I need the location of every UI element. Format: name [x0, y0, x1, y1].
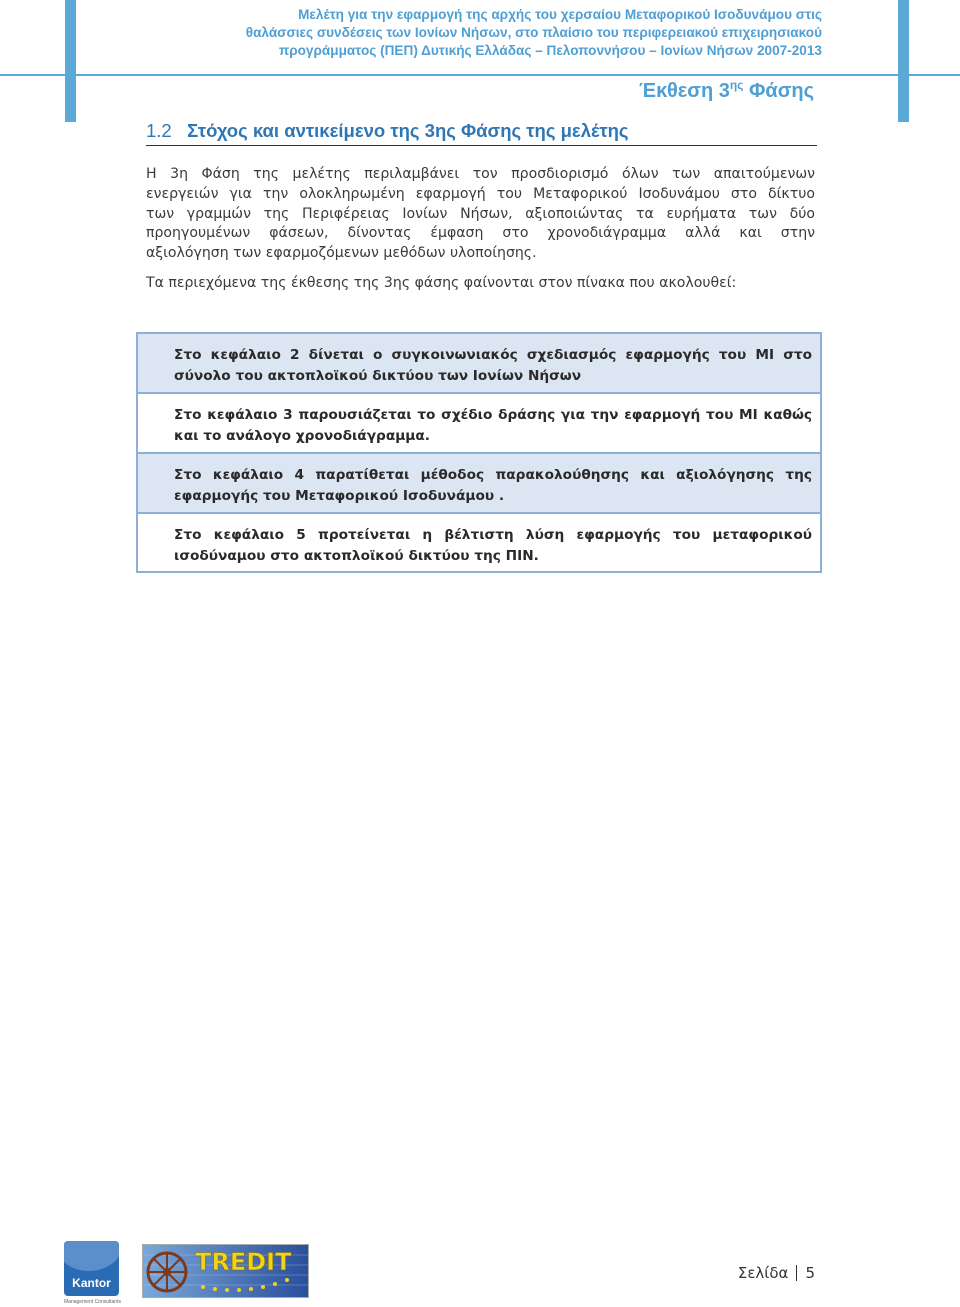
page-number-footer [700, 1264, 815, 1282]
section-number: 1.2 [146, 120, 172, 141]
header-title-line: Μελέτη για την εφαρμογή της αρχής του χερσαίου Μεταφορικού Ισοδυνάμου στις [298, 7, 822, 22]
header-title-line: προγράμματος (ΠΕΠ) Δυτικής Ελλάδας – Πελοποννήσου – Ιονίων Νήσων 2007-2013 [278, 43, 822, 58]
contents-row-chapter-5 [138, 514, 820, 571]
contents-row-line: ισοδύναμου στο ακτοπλοϊκού δικτύου της ΠΙΝ. [174, 547, 539, 564]
tredit-logo-text: TREDIT [195, 1248, 292, 1276]
section-underline [146, 145, 817, 146]
kantor-logo-text: Kantor [72, 1276, 111, 1290]
kantor-logo [64, 1241, 119, 1296]
kantor-logo-subtext: Management Consultants [64, 1299, 121, 1305]
contents-row-chapter-4 [138, 454, 820, 514]
contents-row-line: Στο κεφάλαιο 3 παρουσιάζεται το σχέδιο δράσης για την εφαρμογή του ΜΙ καθώς [174, 407, 812, 423]
section-heading [146, 120, 816, 142]
document-header-title [150, 6, 822, 60]
contents-row-chapter-2 [138, 334, 820, 394]
paragraph-line: Η 3η Φάση της μελέτης περιλαμβάνει τον προσδιορισμό όλων των απαιτούμενων [146, 166, 815, 182]
report-label-superscript: ης [729, 78, 744, 92]
section-title: Στόχος και αντικείμενο της 3ης Φάσης της μελέτης [187, 120, 629, 141]
page-number-divider [796, 1265, 797, 1281]
header-divider [0, 74, 960, 76]
left-accent-bar [65, 0, 76, 122]
right-accent-bar [898, 0, 909, 122]
paragraph-line: των γραμμών της Περιφέρειας Ιονίων Νήσων, αξιοποιώντας τα ευρήματα των δύο [146, 205, 815, 222]
intro-paragraph [146, 165, 815, 264]
contents-table [136, 332, 822, 573]
contents-row-line: Στο κεφάλαιο 2 δίνεται ο συγκοινωνιακός σχεδιασμός εφαρμογής του ΜΙ στο [174, 347, 812, 363]
contents-row-line: εφαρμογής του Μεταφορικού Ισοδυνάμου . [174, 487, 505, 504]
paragraph-line: αξιολόγηση των εφαρμοζόμενων μεθόδων υλοποίησης. [146, 245, 537, 262]
tredit-logo-graphic [143, 1245, 308, 1297]
paragraph-line: προηγουμένων φάσεων, δίνοντας έμφαση στο χρονοδιάγραμμα αλλά και στην [146, 225, 815, 242]
report-label-main: Έκθεση 3 [639, 80, 730, 102]
paragraph-line: ενεργειών για την ολοκληρωμένη εφαρμογή του Μεταφορικού Ισοδυνάμου στο δίκτυο [146, 185, 815, 202]
contents-row-line: Στο κεφάλαιο 5 προτείνεται η βέλτιστη λύση εφαρμογής του μεταφορικού [174, 527, 812, 543]
contents-row-line: σύνολο του ακτοπλοϊκού δικτύου των Ιονίων Νήσων [174, 367, 582, 384]
contents-intro-paragraph [146, 274, 815, 294]
contents-row-chapter-3 [138, 394, 820, 454]
contents-row-line: και το ανάλογο χρονοδιάγραμμα. [174, 427, 430, 444]
paragraph-line: Τα περιεχόμενα της έκθεσης της 3ης φάσης φαίνονται στον πίνακα που ακολουθεί: [146, 275, 737, 291]
report-phase-label [600, 78, 814, 103]
tredit-logo [142, 1244, 309, 1298]
report-label-end: Φάσης [743, 80, 814, 102]
page-label: Σελίδα [737, 1264, 789, 1282]
header-title-line: θαλάσσιες συνδέσεις των Ιονίων Νήσων, στο πλαίσιο του περιφερειακού επιχειρησιακού [245, 25, 822, 40]
contents-row-line: Στο κεφάλαιο 4 παρατίθεται μέθοδος παρακολούθησης και αξιολόγησης της [174, 467, 812, 483]
kantor-logo-arc [64, 1241, 119, 1271]
page-number: 5 [805, 1264, 815, 1282]
